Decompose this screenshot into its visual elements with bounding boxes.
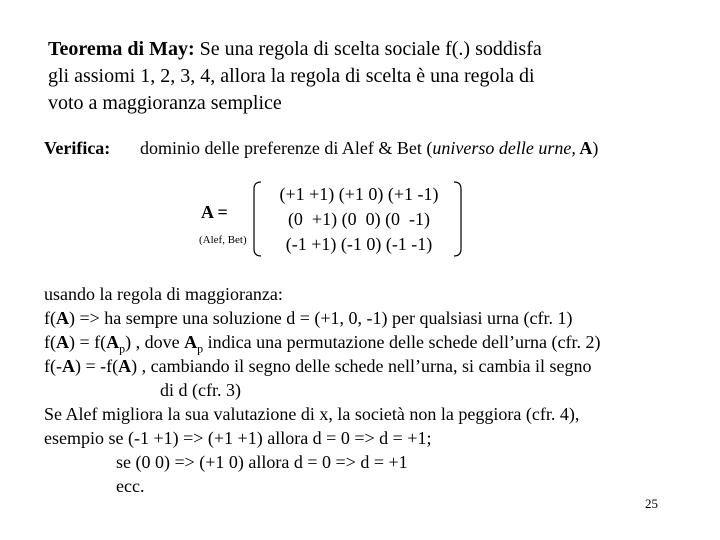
- theorem-line-2: gli assiomi 1, 2, 3, 4, allora la regola di scelta è una regola di: [48, 65, 535, 87]
- text-seg: ) , dove: [125, 332, 185, 352]
- body-line-6: Se Alef migliora la sua valutazione di x, la società non la peggiora (cfr. 4),: [44, 404, 580, 424]
- text-seg: ) = f(: [69, 332, 107, 352]
- body-line-1: usando la regola di maggioranza:: [44, 284, 283, 304]
- text-seg: ) => ha sempre una soluzione d = (+1, 0, -1) per qualsiasi urna (cfr. 1): [69, 308, 573, 328]
- matrix-row: (0 +1) (0 0) (0 -1): [287, 209, 431, 229]
- body-line-8: se (0 0) => (+1 0) allora d = 0 => d = +1: [116, 452, 408, 472]
- body-line-5: di d (cfr. 3): [160, 380, 241, 400]
- page-number: 25: [645, 496, 658, 511]
- text-subscript: p: [119, 341, 126, 356]
- theorem-statement: [48, 36, 542, 117]
- theorem-line-3: voto a maggioranza semplice: [48, 92, 282, 114]
- text-seg-bold: A: [61, 356, 75, 376]
- matrix-label: A =: [201, 202, 228, 222]
- theorem-line-1: [48, 36, 542, 63]
- body-line-9: ecc.: [116, 476, 145, 496]
- verifica-text-suffix: ): [592, 138, 599, 158]
- verifica-text-italic: universo delle urne,: [432, 138, 576, 158]
- body-text: [44, 282, 600, 498]
- matrix-row: (+1 +1) (+1 0) (+1 -1): [279, 184, 439, 204]
- text-seg-bold: A: [106, 332, 120, 352]
- text-seg-bold: A: [56, 332, 69, 352]
- verifica-label: Verifica:: [44, 138, 111, 158]
- text-subscript: p: [197, 341, 204, 356]
- verifica-text-bold: A: [575, 138, 593, 158]
- matrix-row: (-1 +1) (-1 0) (-1 -1): [285, 234, 433, 254]
- text-seg: ) , cambiando il segno delle schede nell’urna, si cambia il segno: [131, 356, 592, 376]
- verifica-text-prefix: dominio delle preferenze di Alef & Bet (: [140, 138, 433, 158]
- body-line-7: esempio se (-1 +1) => (+1 +1) allora d = 0 => d = +1;: [44, 428, 432, 448]
- text-seg: ) = -f(: [74, 356, 119, 376]
- matrix-left-bracket: [252, 181, 262, 257]
- body-line-4: [44, 354, 600, 378]
- body-line-3: [44, 330, 600, 354]
- matrix-sublabel: (Alef, Bet): [199, 234, 247, 246]
- body-line-2: [44, 306, 600, 330]
- text-seg-bold: A: [56, 308, 69, 328]
- verifica-line: [44, 138, 599, 159]
- theorem-text-1: Se una regola di scelta sociale f(.) soddisfa: [194, 38, 542, 60]
- text-seg: f(: [44, 332, 56, 352]
- text-seg: f(-: [44, 356, 62, 376]
- text-seg-bold: A: [118, 356, 132, 376]
- preference-matrix: [266, 182, 452, 257]
- matrix-right-bracket: [453, 181, 463, 257]
- text-seg: f(: [44, 308, 56, 328]
- verifica-text: [140, 138, 598, 159]
- text-seg: indica una permutazione delle schede dell’urna (cfr. 2): [203, 332, 601, 352]
- theorem-title: Teorema di May:: [48, 38, 195, 60]
- text-seg-bold: A: [184, 332, 198, 352]
